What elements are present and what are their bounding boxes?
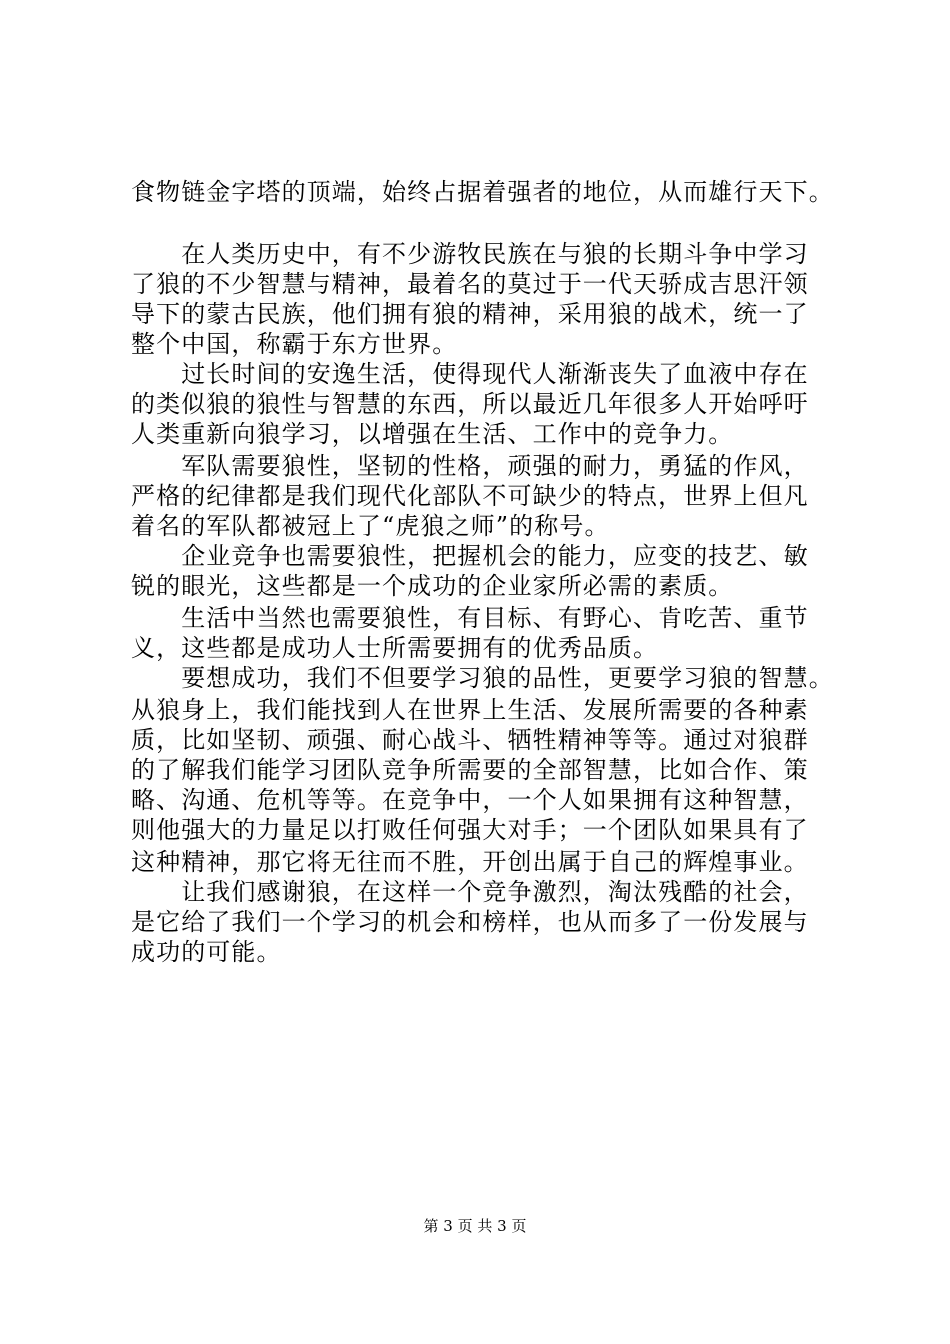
text-line: 质，比如坚韧、顽强、耐心战斗、牺牲精神等等。通过对狼群 — [131, 726, 809, 754]
text-line: 从狼身上，我们能找到人在世界上生活、发展所需要的各种素 — [131, 696, 809, 724]
text-line: 整个中国，称霸于东方世界。 — [131, 330, 458, 358]
text-line: 要想成功，我们不但要学习狼的品性，更要学习狼的智慧。 — [131, 664, 834, 692]
text-line: 在人类历史中，有不少游牧民族在与狼的长期斗争中学习 — [131, 240, 809, 268]
text-line: 锐的眼光，这些都是一个成功的企业家所必需的素质。 — [131, 572, 734, 600]
text-line: 着名的军队都被冠上了“虎狼之师”的称号。 — [131, 512, 610, 540]
text-line: 军队需要狼性，坚韧的性格，顽强的耐力，勇猛的作风， — [131, 452, 809, 480]
text-line: 让我们感谢狼，在这样一个竞争激烈，淘汰残酷的社会， — [131, 878, 809, 906]
text-line: 企业竞争也需要狼性，把握机会的能力，应变的技艺、敏 — [131, 542, 809, 570]
text-line: 是它给了我们一个学习的机会和榜样，也从而多了一份发展与 — [131, 908, 809, 936]
text-line: 成功的可能。 — [131, 938, 282, 966]
text-line: 食物链金字塔的顶端，始终占据着强者的地位，从而雄行天下。 — [131, 178, 834, 206]
text-line: 人类重新向狼学习，以增强在生活、工作中的竞争力。 — [131, 420, 734, 448]
page-number-footer: 第 3 页 共 3 页 — [423, 1217, 527, 1235]
text-line: 这种精神，那它将无往而不胜，开创出属于自己的辉煌事业。 — [131, 848, 809, 876]
text-line: 了狼的不少智慧与精神，最着名的莫过于一代天骄成吉思汗领 — [131, 270, 809, 298]
text-line: 导下的蒙古民族，他们拥有狼的精神，采用狼的战术，统一了 — [131, 300, 809, 328]
text-line: 过长时间的安逸生活，使得现代人渐渐丧失了血液中存在 — [131, 360, 809, 388]
text-line: 严格的纪律都是我们现代化部队不可缺少的特点，世界上但凡 — [131, 482, 809, 510]
text-line: 则他强大的力量足以打败任何强大对手；一个团队如果具有了 — [131, 816, 809, 844]
text-line: 义，这些都是成功人士所需要拥有的优秀品质。 — [131, 634, 659, 662]
text-line: 的类似狼的狼性与智慧的东西，所以最近几年很多人开始呼吁 — [131, 390, 809, 418]
text-line: 的了解我们能学习团队竞争所需要的全部智慧，比如合作、策 — [131, 756, 809, 784]
text-line: 生活中当然也需要狼性，有目标、有野心、肯吃苦、重节 — [131, 604, 809, 632]
text-line: 略、沟通、危机等等。在竞争中，一个人如果拥有这种智慧， — [131, 786, 809, 814]
